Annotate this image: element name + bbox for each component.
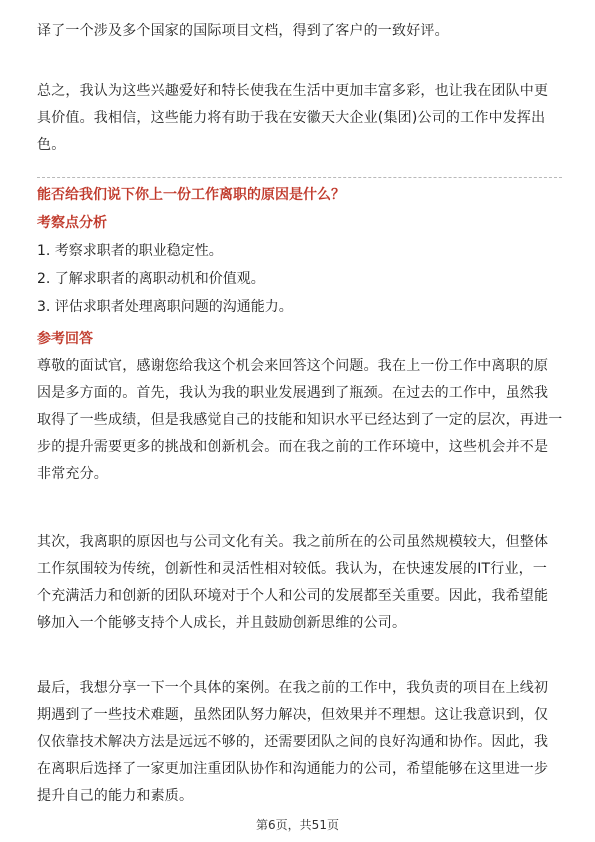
answer-line: 仅依靠技术解决方法是远远不够的，还需要团队之间的良好沟通和协作。因此，我 xyxy=(37,734,549,750)
question-heading: 能否给我们说下你上一份工作离职的原因是什么？ xyxy=(37,187,345,203)
summary-line: 色。 xyxy=(37,137,66,153)
summary-paragraph xyxy=(37,78,562,159)
answer-line: 其次，我离职的原因也与公司文化有关。我之前所在的公司虽然规模较大，但整体 xyxy=(37,534,549,550)
answer-line: 非常充分。 xyxy=(37,466,108,482)
answer-line: 够加入一个能够支持个人成长，并且鼓励创新思维的公司。 xyxy=(37,615,407,631)
analysis-item: 1. 考察求职者的职业稳定性。 xyxy=(37,243,223,259)
answer-paragraph-2 xyxy=(37,529,562,637)
summary-line: 总之，我认为这些兴趣爱好和特长使我在生活中更加丰富多彩，也让我在团队中更 xyxy=(37,83,549,99)
answer-line: 在离职后选择了一家更加注重团队协作和沟通能力的公司，希望能够在这里进一步 xyxy=(37,761,549,777)
analysis-title: 考察点分析 xyxy=(37,215,107,231)
answer-line: 最后，我想分享一下一个具体的案例。在我之前的工作中，我负责的项目在上线初 xyxy=(37,680,549,696)
page-number: 第6页，共51页 xyxy=(256,818,339,832)
summary-line: 具价值。我相信，这些能力将有助于我在安徽天大企业(集团)公司的工作中发挥出 xyxy=(37,110,546,126)
answer-paragraph-1 xyxy=(37,353,562,488)
answer-paragraph-3 xyxy=(37,675,562,810)
answer-line: 因是多方面的。首先，我认为我的职业发展遇到了瓶颈。在过去的工作中，虽然我 xyxy=(37,385,549,401)
answer-line: 工作氛围较为传统，创新性和灵活性相对较低。我认为，在快速发展的IT行业，一 xyxy=(37,561,548,577)
analysis-item: 2. 了解求职者的离职动机和价值观。 xyxy=(37,271,265,287)
answer-line: 期遇到了一些技术难题，虽然团队努力解决，但效果并不理想。这让我意识到，仅 xyxy=(37,707,549,723)
analysis-item: 3. 评估求职者处理离职问题的沟通能力。 xyxy=(37,299,293,315)
answer-line: 步的提升需要更多的挑战和创新机会。而在我之前的工作环境中，这些机会并不是 xyxy=(37,439,549,455)
intro-line: 译了一个涉及多个国家的国际项目文档，得到了客户的一致好评。 xyxy=(37,23,449,39)
answer-title: 参考回答 xyxy=(37,331,93,347)
answer-line: 尊敬的面试官，感谢您给我这个机会来回答这个问题。我在上一份工作中离职的原 xyxy=(37,358,549,374)
intro-paragraph xyxy=(37,18,562,45)
answer-line: 个充满活力和创新的团队环境对于个人和公司的发展都至关重要。因此，我希望能 xyxy=(37,588,549,604)
answer-line: 取得了一些成绩，但是我感觉自己的技能和知识水平已经达到了一定的层次，再进一 xyxy=(37,412,563,428)
section-divider xyxy=(37,177,562,178)
answer-line: 提升自己的能力和素质。 xyxy=(37,788,194,804)
